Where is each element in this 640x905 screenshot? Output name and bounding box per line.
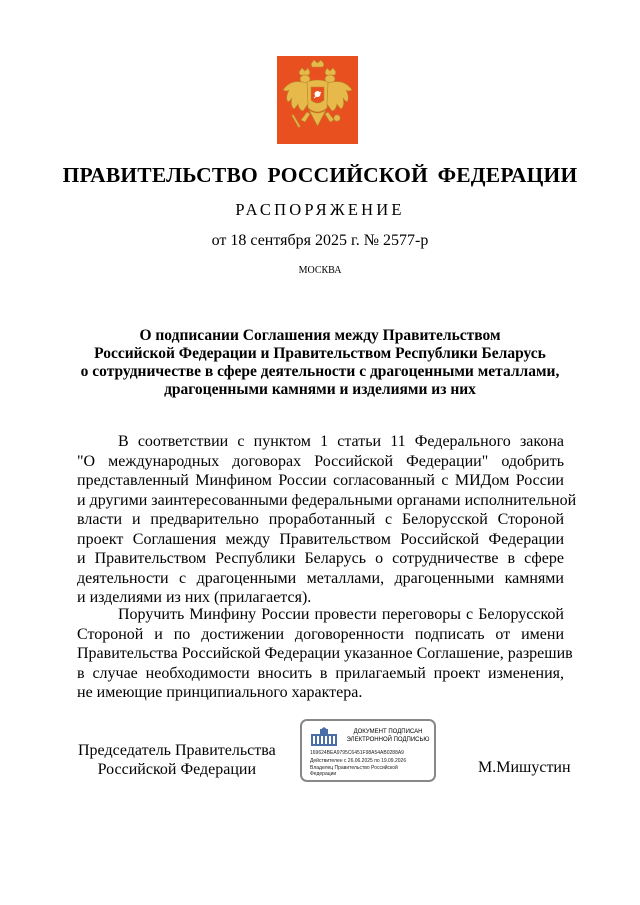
stamp-title-line: ДОКУМЕНТ ПОДПИСАН (353, 729, 423, 735)
signatory-position-line: Председатель Правительства (78, 742, 276, 759)
heading-line: драгоценными камнями и изделиями из них (164, 381, 476, 398)
russian-coat-of-arms-icon (277, 56, 358, 144)
paragraph-line: Стороной и по достижении договоренности подписать от имени (77, 625, 564, 643)
paragraph-line: и Правительством Республики Беларусь о сотрудничестве в сфере (77, 550, 564, 567)
heading-line: о сотрудничестве в сфере деятельности с драгоценными металлами, (80, 363, 560, 380)
stamp-certificate: 169624BEA9795C6451F98A54AB0288A9 (310, 750, 404, 756)
paragraph-line: в случае необходимости вносить в прилагаемый проект изменения, (77, 664, 564, 682)
signatory-name: М.Мишустин (478, 759, 571, 776)
signatory-position (78, 741, 276, 779)
stamp-title (342, 728, 434, 744)
document-heading (0, 327, 640, 399)
stamp-owner: Владелец Правительство Российской (310, 765, 398, 771)
stamp-title-line: ЭЛЕКТРОННОЙ ПОДПИСЬЮ (346, 737, 430, 743)
stamp-validity: Действителен с 26.06.2025 по 19.09.2026 (310, 758, 407, 764)
document-city: МОСКВА (298, 265, 342, 276)
paragraph-line: Поручить Минфину России провести переговоры с Белорусской (118, 606, 564, 623)
paragraph-line: власти и предварительно проработанный с Белорусской Стороной (77, 511, 564, 528)
paragraph-line: проект Соглашения между Правительством Российской Федерации (77, 530, 564, 548)
government-building-icon (310, 727, 338, 747)
paragraph-line: не имеющие принципиального характера. (77, 684, 363, 701)
document-date-number: от 18 сентября 2025 г. № 2577-р (211, 232, 429, 249)
government-title: ПРАВИТЕЛЬСТВО РОССИЙСКОЙ ФЕДЕРАЦИИ (62, 163, 578, 187)
heading-line: О подписании Соглашения между Правительством (139, 327, 501, 344)
paragraph-line: деятельности с драгоценными металлами, драгоценными камнями (77, 569, 564, 587)
paragraph-line: и изделиями из них (прилагается). (77, 589, 312, 606)
paragraph-line: и другими заинтересованными федеральными органами исполнительной (77, 491, 577, 509)
stamp-info (310, 749, 436, 777)
paragraph-2 (77, 605, 573, 703)
signatory-position-line: Российской Федерации (97, 761, 257, 778)
paragraph-line: Правительства Российской Федерации указанное Соглашение, разрешив (77, 645, 573, 662)
paragraph-line: "О международных договорах Российской Федерации" одобрить (77, 452, 564, 470)
paragraph-line: В соответствии с пунктом 1 статьи 11 Федерального закона (118, 433, 564, 450)
electronic-signature-stamp (300, 719, 436, 782)
heading-line: Российской Федерации и Правительством Республики Беларусь (94, 345, 546, 362)
paragraph-line: представленный Минфином России согласованный с МИДом России (77, 472, 564, 489)
stamp-owner: Федерации (310, 771, 337, 777)
document-type: РАСПОРЯЖЕНИЕ (235, 200, 405, 219)
paragraph-1 (77, 432, 577, 608)
